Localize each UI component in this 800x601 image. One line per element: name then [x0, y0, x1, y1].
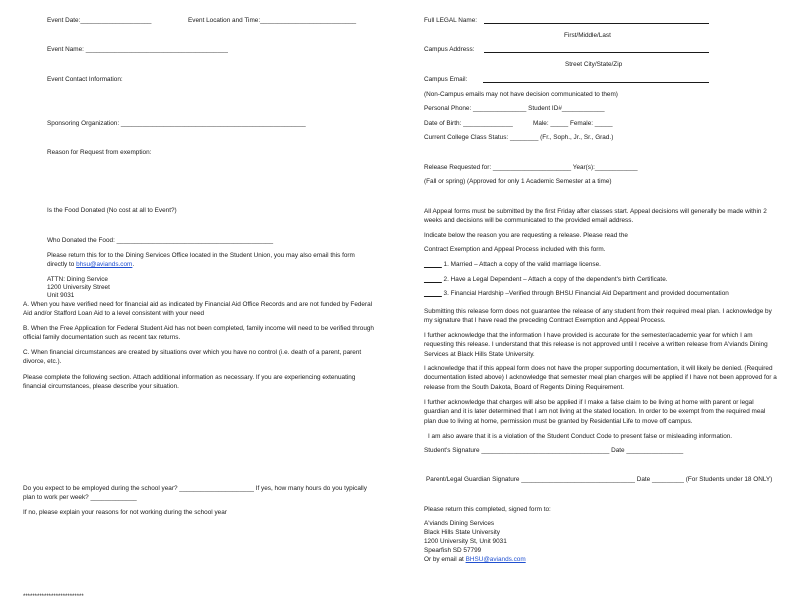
not-working-question: If no, please explain your reasons for not working during the school year — [23, 509, 227, 516]
fall-spring-note: (Fall or spring) (Approved for only 1 Academic Semester at a time) — [424, 178, 612, 185]
legal-name-label: Full LEGAL Name: — [424, 17, 478, 24]
campus-email-input[interactable] — [483, 82, 709, 83]
phone-id-field[interactable]: Personal Phone: _______________ Student ID#____________ — [424, 105, 605, 112]
return-text: Please return this for to the Dining Services Office located in the Student Union, you may also email this form directly to — [47, 252, 355, 269]
aviands-line: A'viands Dining Services — [424, 520, 495, 527]
appeal-forms-paragraph: All Appeal forms must be submitted by the first Friday after classes start. Appeal decisions will generally be made within 2 weeks and decisions will be communicated to the provided email address. — [424, 208, 767, 225]
option-dependent[interactable] — [424, 276, 668, 284]
name-sub-label: First/Middle/Last — [564, 32, 611, 39]
or-email-label: Or by email at — [424, 556, 464, 563]
option-hardship-blank[interactable]: _____ — [424, 290, 442, 297]
return-end: . — [132, 261, 135, 269]
return-completed-line: Please return this completed, signed form to: — [424, 506, 551, 513]
email-note: (Non-Campus emails may not have decision communicated to them) — [424, 91, 618, 98]
food-donated-label: Is the Food Donated (No cost at all to Event?) — [47, 207, 177, 214]
asterisk-divider: ************************** — [23, 594, 84, 600]
option-hardship-label: 3. Financial Hardship –Verified through BHSU Financial Aid Department and provided documentation — [441, 290, 729, 297]
option-dependent-label: 2. Have a Legal Dependent – Attach a copy of the dependent's birth Certificate. — [441, 276, 668, 283]
item-a: A. When you have verified need for financial aid as indicated by Financial Aid Office Records and are not funded by Federal Aid and/or Stafford Loan Aid to a level consistent with your need — [23, 301, 373, 318]
gender-field[interactable]: Male: _____ Female: _____ — [533, 120, 613, 127]
item-c: C. When financial circumstances are created by situations over which you have no control (i.e. death of a parent, parent divorce, etc.). — [23, 349, 362, 366]
option-dependent-blank[interactable]: _____ — [424, 276, 442, 283]
option-married[interactable] — [424, 261, 601, 269]
event-location-field[interactable]: Event Location and Time:___________________________ — [188, 17, 357, 24]
campus-address-input[interactable] — [484, 52, 709, 53]
reason-label: Reason for Request from exemption: — [47, 149, 152, 156]
student-signature-field[interactable]: Student's Signature ____________________________________ Date ________________ — [424, 447, 684, 454]
class-status-field[interactable]: Current College Class Status: ________ (Fr., Soph., Jr., Sr., Grad.) — [424, 134, 614, 141]
further-acknowledge-paragraph: I further acknowledge that the information I have provided is accurate for the semester/academic year for which I am requesting this release. I understand that this release is not approved until I receive a written release from A'viands Dining Services at Black Hills State University. — [424, 332, 768, 358]
submitting-paragraph: Submitting this release form does not guarantee the release of any student from their required meal plan. I acknowledge by my signature that I have read the preceding Contract Exemption and Appeal Process. — [424, 308, 772, 325]
bhsu-line: Black Hills State University — [424, 529, 500, 536]
campus-email-label: Campus Email: — [424, 76, 468, 83]
return-email-link[interactable]: bhsu@aviands.com — [76, 261, 133, 269]
indicate-line: Indicate below the reason you are requesting a release. Please read the — [424, 232, 628, 239]
option-married-label: 1. Married – Attach a copy of the valid marriage license. — [441, 261, 601, 268]
parent-signature-field[interactable]: Parent/Legal Guardian Signature ________________________________ Date _________ (For Students under 18 ONLY) — [426, 476, 773, 483]
who-donated-field[interactable]: Who Donated the Food: ____________________________________________ — [47, 237, 274, 244]
acknowledge-paragraph: I acknowledge that if this appeal form does not have the proper supporting documentation, it will likely be denied. (Required documentation listed above) I acknowledge that semester meal plan charges will be applied if I have not been approved for a release from the South Dakota, Board of Regents Dining Requirement. — [424, 365, 777, 391]
address-line: 1200 University St, Unit 9031 — [424, 538, 507, 545]
aware-line: I am also aware that it is a violation of the Student Conduct Code to present false or misleading information. — [428, 433, 733, 440]
option-married-blank[interactable]: _____ — [424, 261, 442, 268]
option-hardship[interactable] — [424, 290, 729, 298]
complete-instructions: Please complete the following section. Attach additional information as necessary. If you are experiencing extenuating financial circumstances, please describe your situation. — [23, 374, 356, 391]
charges-paragraph: I further acknowledge that charges will also be applied if I make a false claim to be living at home with parent or legal guardian and it is later determined that I am not living at the stated location. In order to be exempt from the required meal plan due to living at home, permission must be granted by Residential Life to move off campus. — [424, 399, 766, 425]
address-sub-label: Street City/State/Zip — [565, 61, 623, 68]
dob-field[interactable]: Date of Birth: ______________ — [424, 120, 513, 127]
legal-name-input[interactable] — [484, 23, 709, 24]
event-date-field[interactable]: Event Date:____________________ — [47, 17, 152, 24]
attn-line: ATTN: Dining Service — [47, 276, 108, 283]
release-field[interactable]: Release Requested for: ______________________ Year(s):____________ — [424, 164, 638, 171]
event-name-field[interactable]: Event Name: ________________________________________ — [47, 46, 228, 53]
employment-question[interactable]: Do you expect to be employed during the school year? _____________________ If yes, how many hours do you typically plan to work per week? _____________ — [23, 485, 367, 502]
contract-line: Contract Exemption and Appeal Process included with this form. — [424, 246, 606, 253]
street-line: 1200 University Street — [47, 284, 110, 291]
bhsu-email-link[interactable]: BHSU@aviands.com — [465, 556, 526, 563]
return-paragraph — [47, 251, 365, 270]
sponsoring-org-field[interactable]: Sponsoring Organization: ____________________________________________________ — [47, 120, 306, 127]
item-b: B. When the Free Application for Federal Student Aid has not been completed, family income will need to be verified through official family documentation such as recent tax returns. — [23, 325, 374, 342]
unit-line: Unit 9031 — [47, 292, 75, 299]
event-contact-label: Event Contact Information: — [47, 76, 123, 83]
city-line: Spearfish SD 57799 — [424, 547, 482, 554]
or-email-line — [424, 556, 526, 564]
campus-address-label: Campus Address: — [424, 46, 475, 53]
